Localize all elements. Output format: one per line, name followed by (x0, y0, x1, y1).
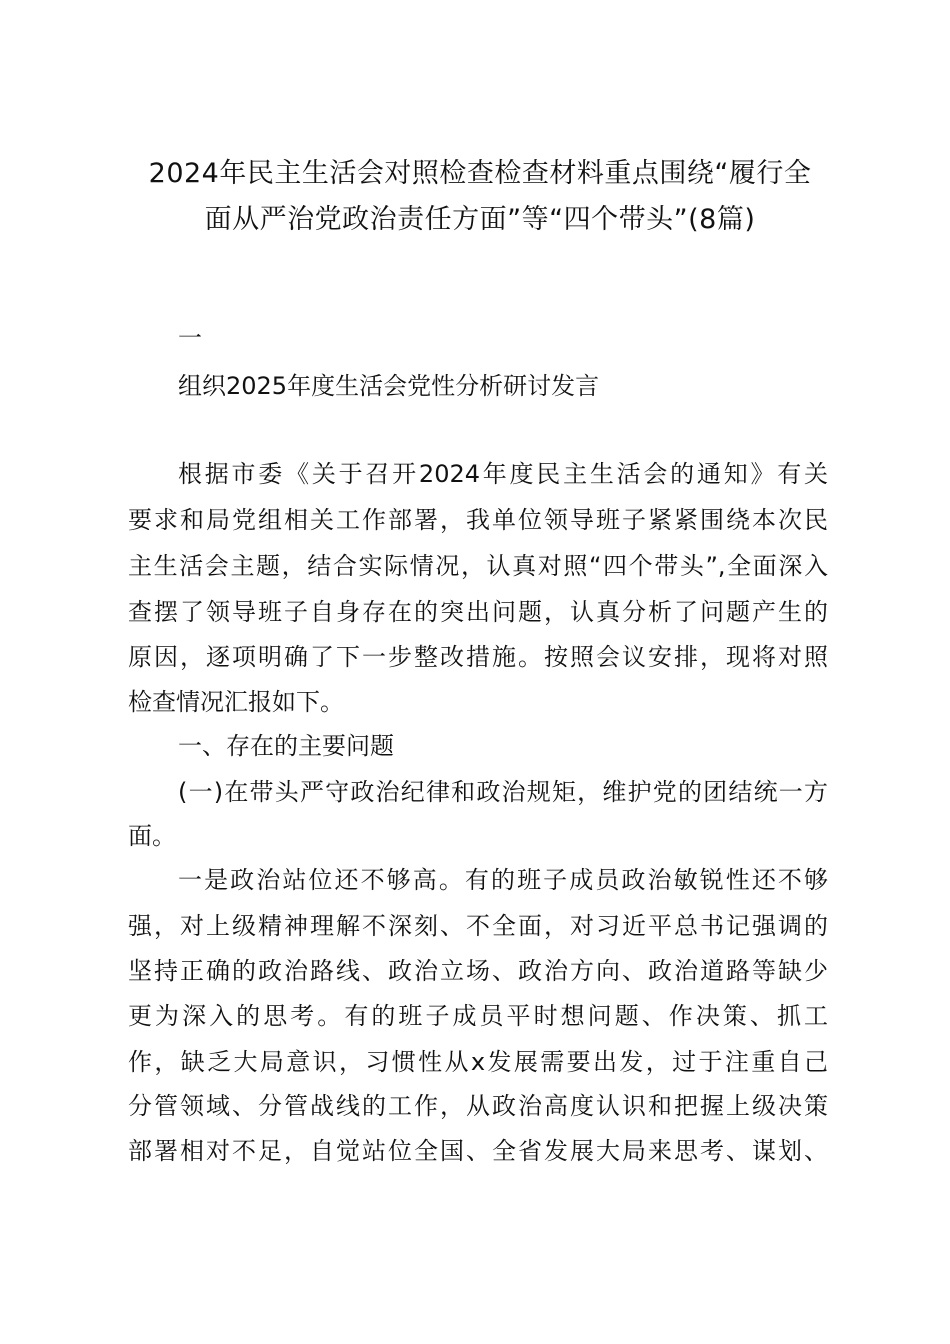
paragraph-line: 更为深入的思考。有的班子成员平时想问题、作决策、抓工 (128, 1002, 828, 1030)
document-title-line-2: 面从严治党政治责任方面”等“四个带头”(8篇) (204, 204, 756, 235)
document-title-line-1: 2024年民主生活会对照检查检查材料重点围绕“履行全 (148, 158, 812, 189)
paragraph-line: 原因，逐项明确了下一步整改措施。按照会议安排，现将对照 (128, 643, 828, 671)
subsection-heading-line: (一)在带头严守政治纪律和政治规矩，维护党的团结统一方 (178, 778, 828, 806)
paragraph-line: 作，缺乏大局意识，习惯性从x发展需要出发，过于注重自己 (128, 1048, 828, 1076)
paragraph-line: 要求和局党组相关工作部署，我单位领导班子紧紧围绕本次民 (128, 506, 828, 534)
paragraph-line: 查摆了领导班子自身存在的突出问题，认真分析了问题产生的 (128, 598, 828, 626)
section-heading: 一、存在的主要问题 (178, 732, 394, 760)
paragraph-line: 根据市委《关于召开2024年度民主生活会的通知》有关 (178, 460, 828, 488)
paragraph-line: 一是政治站位还不够高。有的班子成员政治敏锐性还不够 (178, 866, 828, 894)
section-number: 一 (178, 324, 202, 352)
paragraph-line: 检查情况汇报如下。 (128, 688, 344, 716)
paragraph-line: 分管领域、分管战线的工作，从政治高度认识和把握上级决策 (128, 1092, 828, 1120)
paragraph-line: 部署相对不足，自觉站位全国、全省发展大局来思考、谋划、 (128, 1137, 828, 1165)
paragraph-line: 坚持正确的政治路线、政治立场、政治方向、政治道路等缺少 (128, 957, 828, 985)
paragraph-line: 主生活会主题，结合实际情况，认真对照“四个带头”,全面深入 (128, 552, 828, 580)
paragraph-line: 强，对上级精神理解不深刻、不全面，对习近平总书记强调的 (128, 912, 828, 940)
subtitle: 组织2025年度生活会党性分析研讨发言 (178, 372, 600, 400)
subsection-heading-line: 面。 (128, 822, 176, 850)
